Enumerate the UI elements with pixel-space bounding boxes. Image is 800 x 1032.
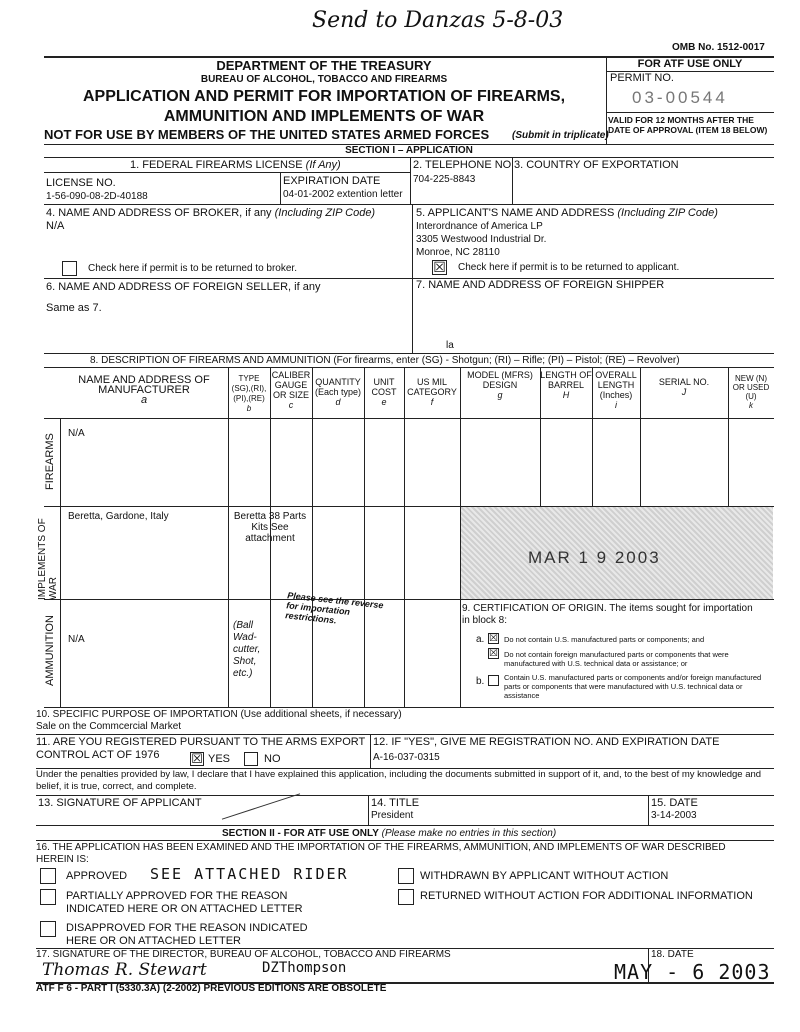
applicant-address: 3305 Westwood Industrial Dr. bbox=[416, 234, 547, 245]
approved-label: APPROVED bbox=[66, 870, 128, 882]
item4-label: 4. NAME AND ADDRESS OF BROKER, if any (Including ZIP Code) bbox=[46, 207, 376, 219]
approved-stamp: SEE ATTACHED RIDER bbox=[150, 865, 349, 883]
omb-number: OMB No. 1512-0017 bbox=[672, 42, 765, 53]
form-title-line2: AMMUNITION AND IMPLEMENTS OF WAR bbox=[163, 108, 485, 125]
returned-checkbox[interactable] bbox=[398, 889, 414, 905]
penalty-statement: Under the penalties provided by law, I declare that I have explained this application, including the documents submitted in support of it, and, to the best of my knowledge and belief, it is true, correct, and complete. bbox=[36, 769, 762, 792]
permit-number: 03-00544 bbox=[632, 88, 728, 107]
withdrawn-checkbox[interactable] bbox=[398, 868, 414, 884]
purpose-value: Sale on the Commcercial Market bbox=[36, 721, 182, 732]
approval-date-stamp: MAY - 6 2003 bbox=[614, 960, 771, 984]
country-export-label: 3. COUNTRY OF EXPORTATION bbox=[514, 159, 679, 171]
ammunition-type-hint: (Ball Wad-cutter, Shot, etc.) bbox=[233, 620, 261, 679]
item16-label: 16. THE APPLICATION HAS BEEN EXAMINED AND THE IMPORTATION OF THE FIREARMS, AMMUNITION, AND IMPLEMENTS OF WAR DESCRIBED HEREIN IS: bbox=[36, 842, 726, 865]
item9-a-checkbox[interactable]: ☒ bbox=[489, 633, 498, 644]
ammunition-row-label: AMMUNITION bbox=[44, 615, 56, 686]
col-overall-length: OVERALL LENGTH (Inches) i bbox=[595, 370, 637, 410]
department-name: DEPARTMENT OF THE TREASURY bbox=[216, 58, 432, 73]
item17-label: 17. SIGNATURE OF THE DIRECTOR, BUREAU OF ALCOHOL, TOBACCO AND FIREARMS bbox=[36, 949, 451, 960]
partial-label: PARTIALLY APPROVED FOR THE REASON INDICATED HERE OR ON ATTACHED LETTER bbox=[66, 890, 303, 915]
item7-label: 7. NAME AND ADDRESS OF FOREIGN SHIPPER bbox=[416, 279, 665, 291]
withdrawn-label: WITHDRAWN BY APPLICANT WITHOUT ACTION bbox=[420, 870, 669, 882]
applicant-signature bbox=[222, 793, 300, 819]
form-title-line1: APPLICATION AND PERMIT FOR IMPORTATION OF FIREARMS, bbox=[82, 88, 566, 105]
col-type: TYPE (SG),(RI), (PI),(RE) b bbox=[231, 374, 267, 413]
director-name: DZThompson bbox=[262, 960, 347, 976]
item5-label: 5. APPLICANT'S NAME AND ADDRESS (Including ZIP Code) bbox=[416, 207, 718, 219]
broker-return-checkbox[interactable] bbox=[62, 261, 77, 276]
section-1-heading: SECTION I – APPLICATION bbox=[345, 145, 473, 156]
ammunition-value: N/A bbox=[68, 634, 85, 645]
item1-label: 1. FEDERAL FIREARMS LICENSE (If Any) bbox=[130, 159, 341, 171]
expiration-label: EXPIRATION DATE bbox=[283, 175, 381, 187]
submit-note: (Submit in triplicate) bbox=[512, 130, 609, 141]
atf-use-heading: FOR ATF USE ONLY bbox=[637, 58, 743, 70]
item9-b-text: Contain U.S. manufactured parts or components and/or foreign manufactured parts or components that were manufactured with U.S. technical data or assistance bbox=[504, 673, 762, 700]
registered-yes-label: YES bbox=[208, 753, 231, 765]
item9-a-text: Do not contain U.S. manufactured parts or components; and bbox=[504, 635, 705, 644]
telephone-label: 2. TELEPHONE NO bbox=[413, 159, 512, 171]
disapproved-label: DISAPPROVED FOR THE REASON INDICATED HERE OR ON ATTACHED LETTER bbox=[66, 922, 308, 947]
broker-return-label: Check here if permit is to be returned to broker. bbox=[88, 263, 297, 274]
col-manufacturer: NAME AND ADDRESS OF MANUFACTURER a bbox=[78, 374, 210, 406]
col-barrel-length: LENGTH OF BARREL H bbox=[540, 370, 592, 400]
foreign-seller-value: Same as 7. bbox=[46, 302, 102, 314]
applicant-return-checkbox[interactable]: ☒ bbox=[433, 259, 446, 275]
title-value: President bbox=[371, 810, 414, 821]
foreign-shipper-value: la bbox=[446, 340, 454, 351]
item18-label: 18. DATE bbox=[651, 949, 694, 960]
expiration-date: 04-01-2002 extention letter bbox=[283, 189, 403, 200]
director-signature: Thomas R. Stewart bbox=[42, 960, 207, 980]
permit-label: PERMIT NO. bbox=[610, 72, 674, 84]
disapproved-checkbox[interactable] bbox=[40, 921, 56, 937]
returned-label: RETURNED WITHOUT ACTION FOR ADDITIONAL INFORMATION bbox=[420, 890, 753, 902]
item8-label: 8. DESCRIPTION OF FIREARMS AND AMMUNITION (For firearms, enter (SG) - Shotgun; (RI) – Rifle; (PI) – Pistol; (RE) – Revolver) bbox=[90, 355, 680, 366]
item9-b-letter: b. bbox=[476, 676, 485, 687]
form-footer: ATF F 6 - PART I (5330.3A) (2-2002) PREVIOUS EDITIONS ARE OBSOLETE bbox=[36, 983, 387, 994]
item11-label: 11. ARE YOU REGISTERED PURSUANT TO THE ARMS EXPORT CONTROL ACT OF 1976 bbox=[36, 736, 366, 761]
telephone-number: 704-225-8843 bbox=[413, 174, 476, 185]
license-number: 1-56-090-08-2D-40188 bbox=[46, 191, 148, 202]
item6-label: 6. NAME AND ADDRESS OF FOREIGN SELLER, if any bbox=[46, 281, 321, 293]
item10-label: 10. SPECIFIC PURPOSE OF IMPORTATION (Use additional sheets, if necessary) bbox=[36, 709, 402, 720]
implements-manufacturer: Beretta, Gardone, Italy bbox=[68, 511, 169, 522]
firearms-row-label: FIREARMS bbox=[44, 433, 56, 490]
registered-no-checkbox[interactable] bbox=[244, 752, 258, 766]
implements-row-label: IMPLEMENTS OF WAR bbox=[37, 518, 59, 600]
item12-label: 12. IF "YES", GIVE ME REGISTRATION NO. AND EXPIRATION DATE bbox=[373, 736, 720, 748]
approved-checkbox[interactable] bbox=[40, 868, 56, 884]
registered-no-label: NO bbox=[264, 753, 281, 765]
item9-b-checkbox[interactable] bbox=[488, 675, 499, 686]
reverse-note: Please see the reverse for importation restrictions. bbox=[284, 590, 384, 626]
applicant-city: Monroe, NC 28110 bbox=[416, 247, 500, 258]
col-new-used: NEW (N) OR USED (U) k bbox=[732, 374, 770, 410]
broker-value: N/A bbox=[46, 220, 65, 232]
section-2-heading: SECTION II - FOR ATF USE ONLY (Please make no entries in this section) bbox=[222, 828, 557, 839]
col-mil-category: US MIL CATEGORY f bbox=[407, 377, 457, 407]
item9-a-letter: a. bbox=[476, 634, 485, 645]
col-caliber: CALIBER GAUGE OR SIZE c bbox=[271, 370, 311, 410]
applicant-return-label: Check here if permit is to be returned to applicant. bbox=[458, 262, 680, 273]
col-unit-cost: UNIT COST e bbox=[371, 377, 397, 407]
implements-type: Beretta 38 Parts Kits See attachment bbox=[233, 511, 307, 544]
bureau-name: BUREAU OF ALCOHOL, TOBACCO AND FIREARMS bbox=[200, 74, 448, 85]
handwritten-note: Send to Danzas 5-8-03 bbox=[312, 8, 564, 33]
item15-label: 15. DATE bbox=[651, 797, 698, 809]
firearms-value: N/A bbox=[68, 428, 85, 439]
valid-note: VALID FOR 12 MONTHS AFTER THE DATE OF APPROVAL (ITEM 18 BELOW) bbox=[608, 115, 768, 135]
col-model: MODEL (MFRS) DESIGN g bbox=[467, 370, 533, 400]
item9-a2-text: Do not contain foreign manufactured parts or components that were manufactured with U.S. technical data or assistance; or bbox=[504, 650, 729, 668]
received-stamp: MAR 1 9 2003 bbox=[528, 548, 661, 567]
registered-yes-checkbox[interactable]: ☒ bbox=[191, 751, 203, 766]
item9-a2-checkbox[interactable]: ☒ bbox=[489, 648, 498, 659]
applicant-name: Interordnance of America LP bbox=[416, 221, 543, 232]
item9-label: 9. CERTIFICATION OF ORIGIN. The items sought for importation in block 8: bbox=[462, 603, 753, 626]
item14-label: 14. TITLE bbox=[371, 797, 420, 809]
col-quantity: QUANTITY (Each type) d bbox=[314, 377, 362, 407]
registration-number: A-16-037-0315 bbox=[373, 752, 440, 763]
license-label: LICENSE NO. bbox=[46, 177, 116, 189]
partial-checkbox[interactable] bbox=[40, 889, 56, 905]
form-title-line3: NOT FOR USE BY MEMBERS OF THE UNITED STATES ARMED FORCES bbox=[44, 127, 490, 142]
col-serial: SERIAL NO. J bbox=[658, 377, 710, 397]
date-value: 3-14-2003 bbox=[651, 810, 697, 821]
item13-label: 13. SIGNATURE OF APPLICANT bbox=[38, 797, 202, 809]
